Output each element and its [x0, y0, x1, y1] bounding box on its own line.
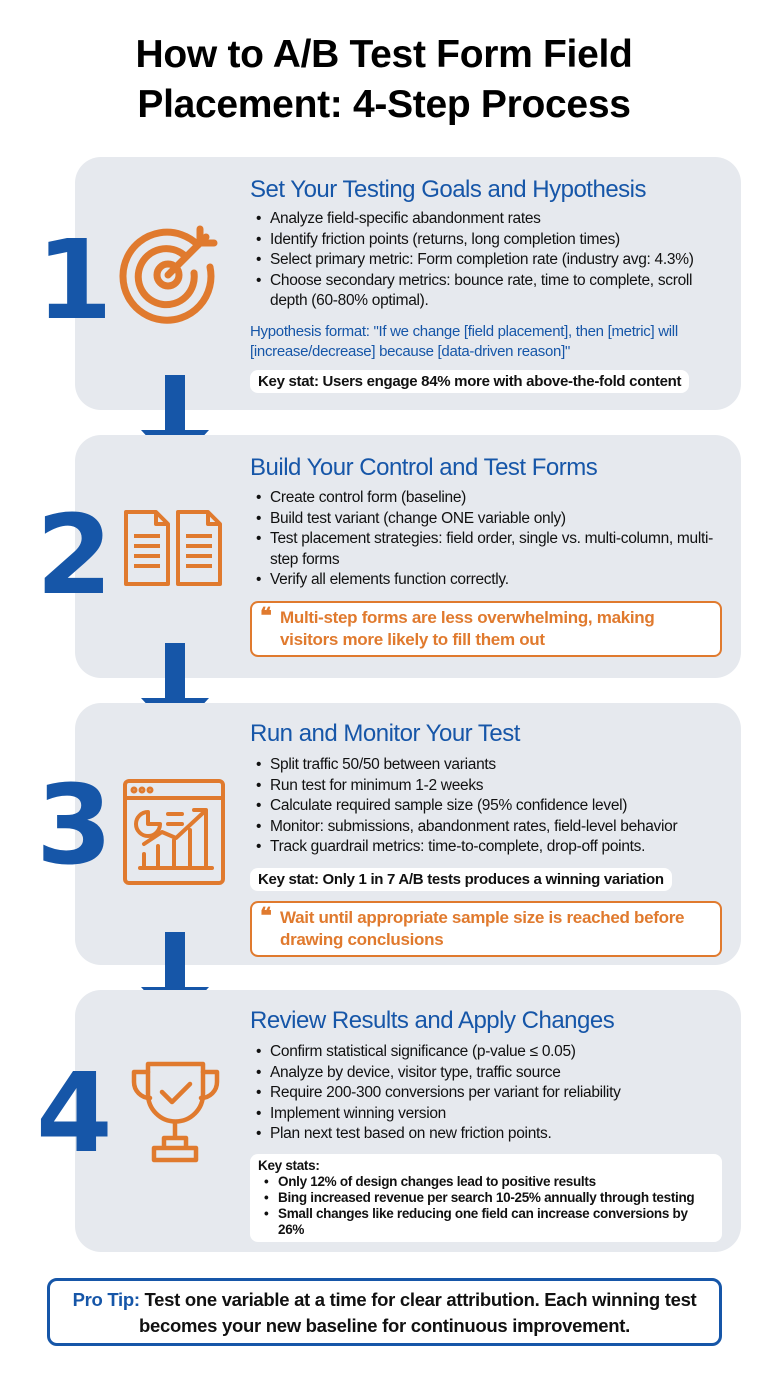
- step-number: 2: [36, 491, 113, 619]
- key-stat: Key stat: Only 1 in 7 A/B tests produces a winning variation: [250, 868, 672, 891]
- quote-callout: [250, 901, 722, 957]
- bullet: • Identify friction points (returns, long completion times): [256, 230, 726, 251]
- title-line-2: Placement: 4-Step Process: [137, 83, 631, 126]
- quote-text: Wait until appropriate sample size is reached before drawing conclusions: [280, 908, 685, 949]
- key-stats-box: [250, 1154, 722, 1242]
- bullet: • Analyze field-specific abandonment rates: [256, 209, 726, 230]
- bullet: • Analyze by device, visitor type, traffic source: [256, 1063, 621, 1084]
- pro-tip-box: [47, 1278, 722, 1346]
- pro-tip-text: Test one variable at a time for clear attribution. Each winning test becomes your new baseline for continuous improvement.: [139, 1289, 697, 1336]
- step-number: 3: [36, 761, 113, 889]
- pro-tip-label: Pro Tip:: [72, 1289, 140, 1310]
- hypothesis-format: Hypothesis format: "If we change [field placement], then [metric] will [increase/decrease] because [data-driven reason]": [250, 323, 678, 360]
- step-heading: Review Results and Apply Changes: [250, 1007, 615, 1034]
- key-stat: Key stat: Users engage 84% more with above-the-fold content: [250, 370, 689, 393]
- bullet: • Test placement strategies: field order, single vs. multi-column, multi-step forms: [256, 529, 731, 570]
- stat-item: • Only 12% of design changes lead to positive results: [264, 1174, 714, 1190]
- step-bullets: [256, 488, 731, 591]
- trophy-icon: [128, 1058, 223, 1173]
- quote-callout: [250, 601, 722, 657]
- step-bullets: [256, 755, 677, 858]
- bullet: • Implement winning version: [256, 1104, 621, 1125]
- title-line-1: How to A/B Test Form Field: [135, 33, 633, 76]
- key-stats-list: [258, 1174, 714, 1238]
- bullet: • Monitor: submissions, abandonment rates, field-level behavior: [256, 817, 677, 838]
- bullet: • Create control form (baseline): [256, 488, 731, 509]
- step-heading: Set Your Testing Goals and Hypothesis: [250, 176, 646, 203]
- step-heading: Build Your Control and Test Forms: [250, 454, 598, 481]
- analytics-chart-icon: [122, 778, 227, 886]
- bullet: • Plan next test based on new friction points.: [256, 1124, 621, 1145]
- step-number: 4: [36, 1049, 113, 1177]
- bullet: • Calculate required sample size (95% confidence level): [256, 796, 677, 817]
- step-bullets: [256, 1042, 621, 1145]
- page-title: [0, 30, 768, 130]
- quote-icon: ❝: [260, 603, 272, 629]
- bullet: • Confirm statistical significance (p-value ≤ 0.05): [256, 1042, 621, 1063]
- quote-text: Multi-step forms are less overwhelming, making visitors more likely to fill them out: [280, 608, 655, 649]
- quote-icon: ❝: [260, 903, 272, 929]
- bullet: • Choose secondary metrics: bounce rate, time to complete, scroll depth (60-80% optimal).: [256, 271, 726, 312]
- bullet: • Split traffic 50/50 between variants: [256, 755, 677, 776]
- target-icon: [118, 215, 228, 325]
- bullet: • Run test for minimum 1-2 weeks: [256, 776, 677, 797]
- step-bullets: [256, 209, 726, 312]
- bullet: • Require 200-300 conversions per variant for reliability: [256, 1083, 621, 1104]
- bullet: • Verify all elements function correctly.: [256, 570, 731, 591]
- documents-icon: [122, 508, 227, 588]
- bullet: • Select primary metric: Form completion rate (industry avg: 4.3%): [256, 250, 726, 271]
- step-number: 1: [36, 216, 113, 344]
- step-heading: Run and Monitor Your Test: [250, 720, 520, 747]
- stat-item: • Bing increased revenue per search 10-25% annually through testing: [264, 1190, 714, 1206]
- key-stats-label: Key stats:: [258, 1158, 320, 1173]
- bullet: • Build test variant (change ONE variable only): [256, 509, 731, 530]
- bullet: • Track guardrail metrics: time-to-complete, drop-off points.: [256, 837, 677, 858]
- stat-item: • Small changes like reducing one field can increase conversions by 26%: [264, 1206, 714, 1238]
